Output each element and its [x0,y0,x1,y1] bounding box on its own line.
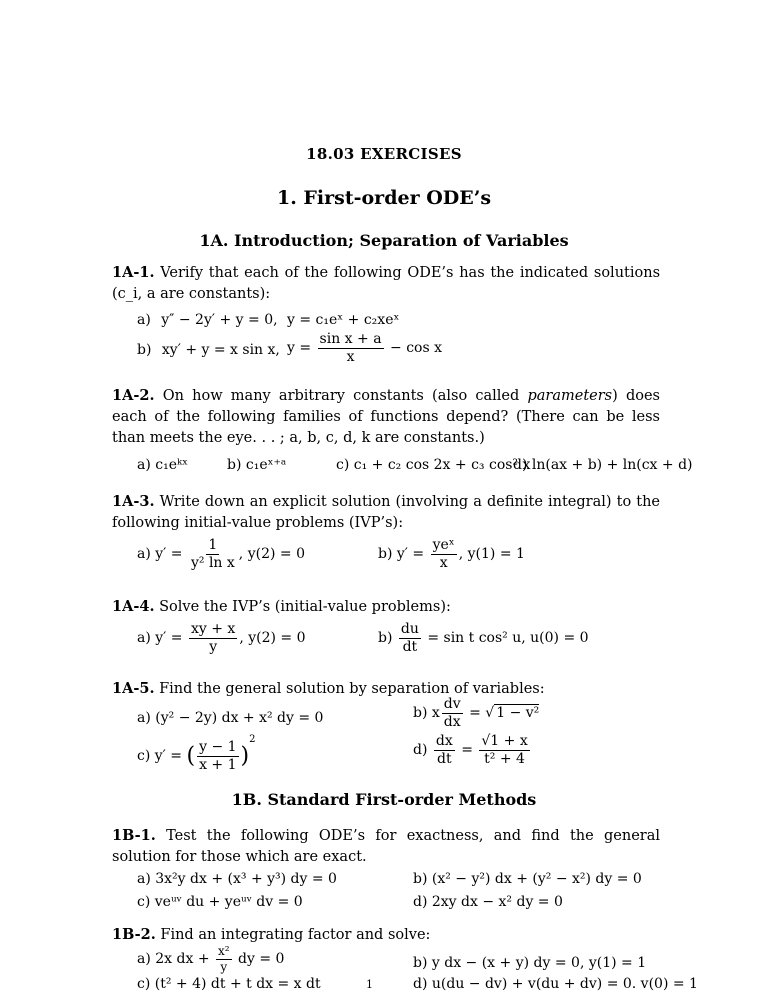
problem-label: 1A-2. [112,387,155,404]
eq-1a-5-b: b) x $\frac{dv}{dx}$ = √ 1 − v² [413,696,540,730]
eq-1b-2-d: d) u(du − dv) + v(du + dv) = 0. v(0) = 1 [413,976,698,992]
problem-1a-3 [112,491,660,534]
radicand: 1 − v² [496,705,540,722]
eq-1a-1-a [137,312,278,328]
initial-condition: , y(1) = 1 [458,546,525,563]
fraction: $\frac{1}{\text{y² ln x}}$ [190,537,235,571]
fraction: $\frac{√1 + x}{\text{t² + 4}}$ [481,733,528,767]
fraction: $\frac{dx}{dt}$ [435,733,453,767]
problem-label: 1A-4. [112,598,155,615]
eq-1a-3-b [378,538,525,570]
rest: − cos x [390,340,442,357]
fraction: $\frac{du}{dt}$ [400,621,419,655]
item-1a-2-c: c) c₁ + c₂ cos 2x + c₃ cos² x [336,457,531,473]
fraction: $\frac{\text{sin x + a}}{x}$ [319,331,382,365]
equals: = [461,742,473,759]
lhs: c) y′ = [137,748,183,764]
eq-1b-1-c: c) veᵘᵛ du + yeᵘᵛ dv = 0 [137,894,303,910]
exponent: 2 [249,734,256,745]
problem-1b-1 [112,825,660,868]
eq-1a-5-c: c) y′ = ( $\frac{y - 1}{x + 1}$ )$^2$ [137,734,256,773]
initial-condition: , y(2) = 0 [238,546,305,563]
problem-label: 1B-1. [112,827,156,844]
eq-1b-2-b: b) y dx − (x + y) dy = 0, y(1) = 1 [413,955,647,971]
fraction: $\frac{dv}{dx}$ [443,696,461,730]
problem-1a-5 [112,678,660,700]
lhs: a) 2x dx + [137,951,210,968]
problem-label: 1B-2. [112,926,156,943]
eq-1b-1-a: a) 3x²y dx + (x³ + y³) dy = 0 [137,871,337,887]
eq-1a-1-b [137,342,280,358]
sol-1a-1-a: y = c₁eˣ + c₂xeˣ [287,312,400,328]
eq-1b-2-a [137,945,284,973]
section-heading-1b: 1B. Standard First-order Methods [231,790,537,809]
eq-1a-3-a [137,538,305,570]
problem-label: 1A-1. [112,264,155,281]
rest: dy = 0 [238,951,285,968]
chapter-heading: 1. First-order ODE’s [276,187,492,209]
equals: = [469,705,481,722]
eq-1a-5-a: a) (y² − 2y) dx + x² dy = 0 [137,710,324,726]
problem-text: Find an integrating factor and solve: [160,927,431,943]
problem-text: Find the general solution by separation of variables: [159,681,545,697]
problem-1a-1 [112,262,660,305]
eq-1b-1-d: d) 2xy dx − x² dy = 0 [413,894,563,910]
section-heading-1a: 1A. Introduction; Separation of Variables [199,231,569,250]
eq-1a-4-a [137,622,306,654]
lhs: d) [413,742,428,759]
fraction: $\frac{y - 1}{x + 1}$ [199,738,237,773]
lhs: b) y′ = [378,546,425,563]
equation: y″ − 2y′ + y = 0, [161,312,278,328]
lhs: y = [287,340,312,357]
fraction: $\frac{\text{x²}}{y}$ [218,944,230,974]
rhs: = sin t cos² u, u(0) = 0 [427,630,589,647]
problem-text: Test the following ODE’s for exactness, and find the general solution for those which are exact. [112,828,660,865]
emphasis: parameters [527,388,613,404]
lhs: a) y′ = [137,630,183,647]
item-1a-2-d: d) ln(ax + b) + ln(cx + d) [513,457,693,473]
equation: xy′ + y = x sin x, [161,342,280,358]
item-label: a) [137,312,151,328]
initial-condition: , y(2) = 0 [239,630,306,647]
problem-text: On how many arbitrary constants (also called [162,388,520,404]
eq-1b-2-c: c) (t² + 4) dt + t dx = x dt [137,976,321,992]
item-1a-2-a: a) c₁eᵏˣ [137,457,189,473]
page-number: 1 [366,978,373,991]
lhs: b) x [413,705,440,722]
problem-text: ) does each of the following families of functions depend? (There can be less than meets the eye. . . ; a, b, c, d, k are constants.) [112,388,660,446]
item-1a-2-b: b) c₁eˣ⁺ᵃ [227,457,287,473]
item-label: b) [137,342,152,358]
problem-text: Verify that each of the following ODE’s has the indicated solutions (c_i, a are constants): [112,265,661,302]
fraction: $\frac{\text{yeˣ}}{x}$ [432,537,455,571]
problem-1a-4 [112,596,660,618]
problem-text: Write down an explicit solution (involving a definite integral) to the following initial-value problems (IVP’s): [112,494,661,531]
document-title: 18.03 EXERCISES [306,145,462,163]
lhs: b) [378,630,393,647]
sol-1a-1-b [287,332,442,364]
problem-label: 1A-5. [112,680,155,697]
problem-1a-2 [112,385,660,449]
problem-label: 1A-3. [112,493,155,510]
eq-1b-1-b: b) (x² − y²) dx + (y² − x²) dy = 0 [413,871,642,887]
lhs: a) y′ = [137,546,183,563]
problem-text: Solve the IVP’s (initial-value problems): [159,599,451,615]
eq-1a-5-d [413,734,532,766]
problem-1b-2 [112,924,660,946]
fraction: $\frac{xy + x}{y}$ [190,621,236,655]
eq-1a-4-b [378,622,589,654]
